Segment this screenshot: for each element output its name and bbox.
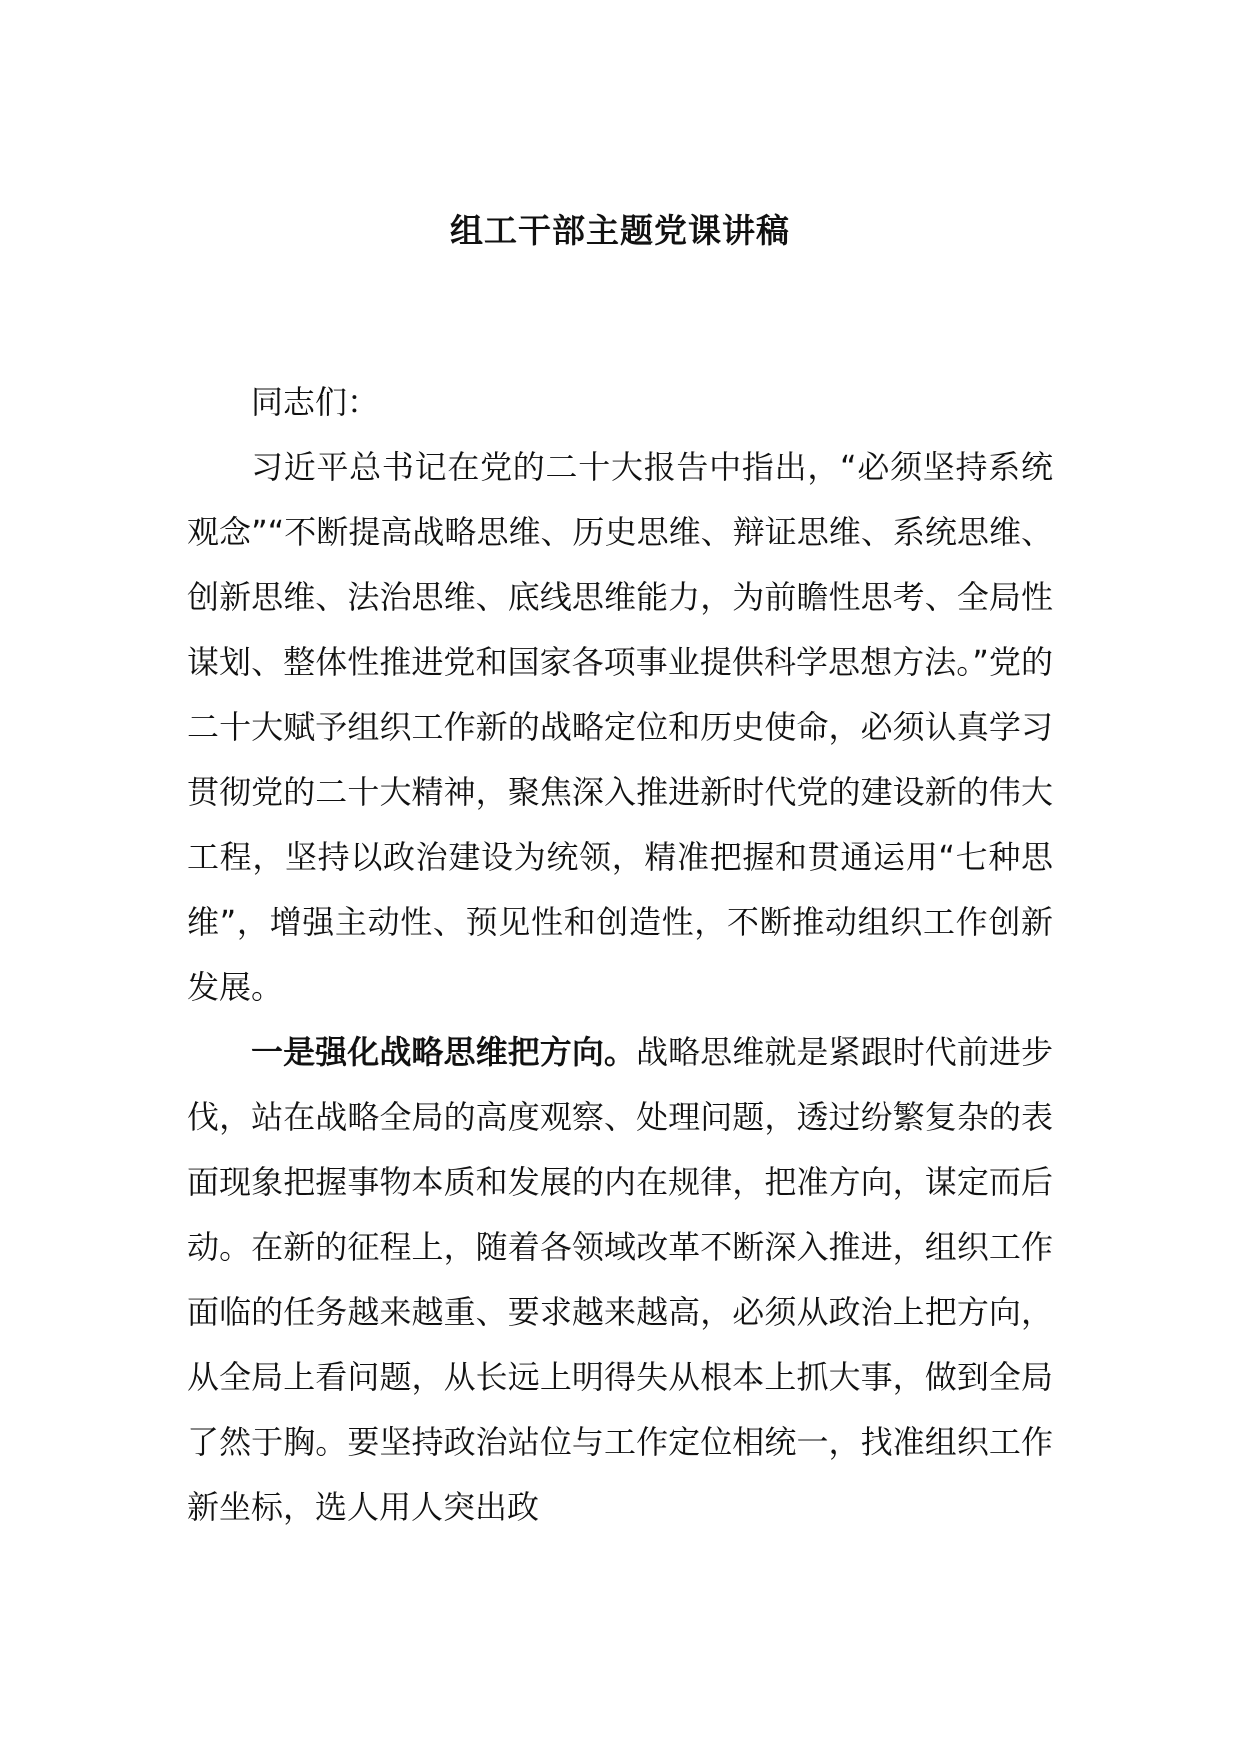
paragraph-strategic-thinking-text: 战略思维就是紧跟时代前进步伐，站在战略全局的高度观察、处理问题，透过纷繁复杂的表面现象把握事物本质和发展的内在规律，把准方向，谋定而后动。在新的征程上，随着各领域改革不断深入推进，组织工作面临的任务越来越重、要求越来越高，必须从政治上把方向，从全局上看问题，从长远上明得失从根本上抓大事，做到全局了然于胸。要坚持政治站位与工作定位相统一，找准组织工作新坐标，选人用人突出政 xyxy=(187,1033,1053,1526)
document-title: 组工干部主题党课讲稿 xyxy=(450,211,790,250)
paragraph-lead-heading: 一是强化战略思维把方向。 xyxy=(251,1033,636,1071)
salutation: 同志们： xyxy=(251,383,380,421)
paragraph-strategic-thinking xyxy=(187,1020,1053,1540)
paragraph-intro xyxy=(187,435,1053,1020)
document-body xyxy=(187,370,1053,1540)
paragraph-intro-text: 习近平总书记在党的二十大报告中指出，“必须坚持系统观念”“不断提高战略思维、历史思维、辩证思维、系统思维、创新思维、法治思维、底线思维能力，为前瞻性思考、全局性谋划、整体性推进党和国家各项事业提供科学思想方法。”党的二十大赋予组织工作新的战略定位和历史使命，必须认真学习贯彻党的二十大精神，聚焦深入推进新时代党的建设新的伟大工程，坚持以政治建设为统领，精准把握和贯通运用“七种思维”，增强主动性、预见性和创造性，不断推动组织工作创新发展。 xyxy=(187,448,1053,1006)
